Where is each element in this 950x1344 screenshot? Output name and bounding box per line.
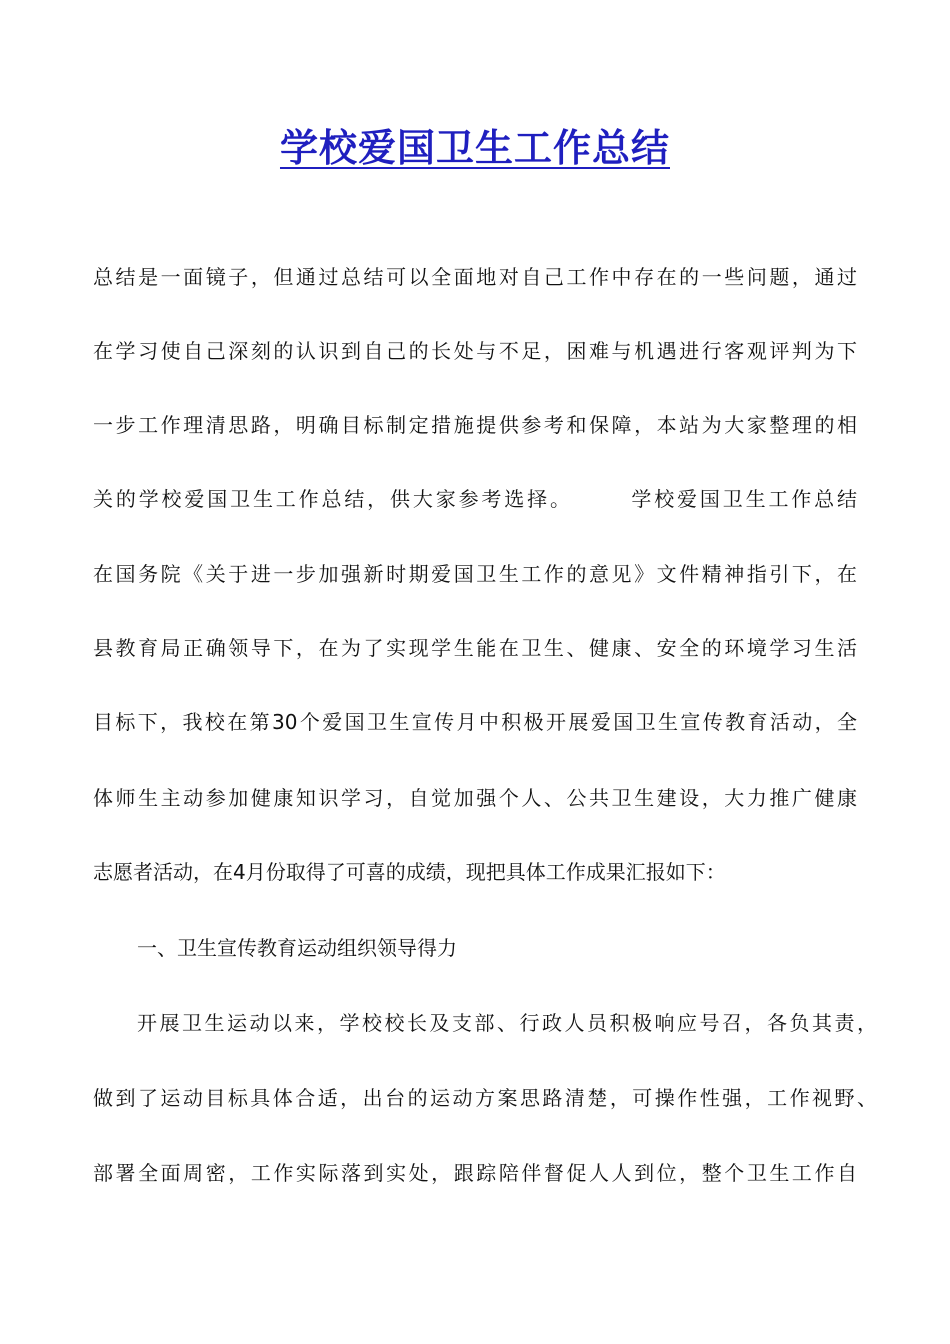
paragraph-line: 在国务院《关于进一步加强新时期爱国卫生工作的意见》文件精神指引下，在	[93, 562, 857, 586]
paragraph-line: 一步工作理清思路，明确目标制定措施提供参考和保障，本站为大家整理的相	[93, 413, 857, 437]
paragraph-line: 体师生主动参加健康知识学习，自觉加强个人、公共卫生建设，大力推广健康	[93, 786, 857, 810]
paragraph-line: 关的学校爱国卫生工作总结，供大家参考选择。 学校爱国卫生工作总结	[93, 487, 857, 511]
paragraph-line: 总结是一面镜子，但通过总结可以全面地对自己工作中存在的一些问题，通过	[93, 265, 857, 289]
paragraph-line: 目标下，我校在第30个爱国卫生宣传月中积极开展爱国卫生宣传教育活动，全	[93, 710, 857, 734]
paragraph-line: 开展卫生运动以来，学校校长及支部、行政人员积极响应号召，各负其责，	[137, 1011, 877, 1035]
document-title: 学校爱国卫生工作总结	[279, 126, 670, 170]
paragraph-line: 在学习使自己深刻的认识到自己的长处与不足，困难与机遇进行客观评判为下	[93, 339, 857, 363]
paragraph-line: 做到了运动目标具体合适，出台的运动方案思路清楚，可操作性强，工作视野、	[93, 1086, 877, 1110]
section-heading: 一、卫生宣传教育运动组织领导得力	[137, 936, 457, 960]
paragraph-line: 部署全面周密，工作实际落到实处，跟踪陪伴督促人人到位，整个卫生工作自	[93, 1161, 857, 1185]
paragraph-line: 县教育局正确领导下，在为了实现学生能在卫生、健康、安全的环境学习生活	[93, 636, 857, 660]
paragraph-line: 志愿者活动，在4月份取得了可喜的成绩，现把具体工作成果汇报如下：	[93, 860, 726, 884]
